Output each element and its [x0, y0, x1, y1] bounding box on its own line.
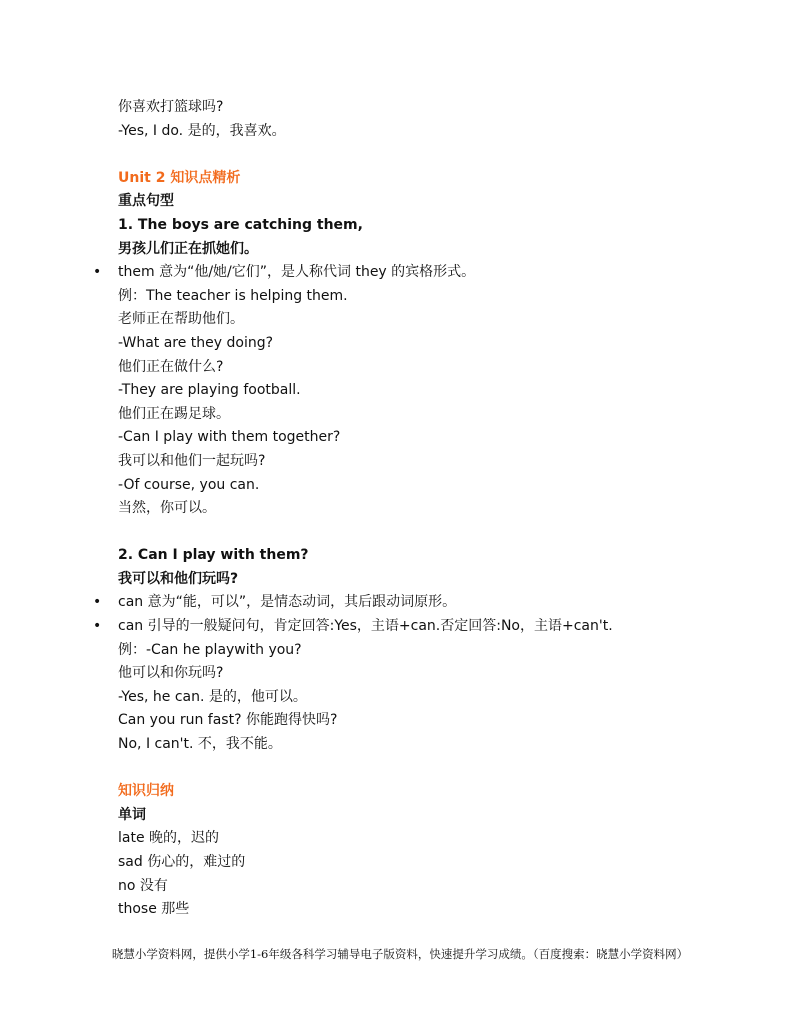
- sentence1-zh: 男孩儿们正在抓她们。: [118, 240, 258, 257]
- intro-answer: -Yes, I do. 是的，我喜欢。: [118, 122, 286, 139]
- example1-line: -Of course, you can.: [118, 476, 260, 493]
- example1-line: 例：The teacher is helping them.: [118, 287, 348, 304]
- example2-line: 他可以和你玩吗?: [118, 665, 224, 682]
- spacer: [118, 757, 758, 781]
- example1-line: 他们正在踢足球。: [118, 405, 230, 422]
- word-item: no 没有: [118, 877, 168, 894]
- page-footer: 晓慧小学资料网，提供小学1-6年级各科学习辅导电子版资料，快速提升学习成绩。（百度搜索：晓慧小学资料网）: [111, 947, 689, 961]
- summary-title: 知识归纳: [118, 783, 174, 800]
- bullet-them-text: them 意为“他/她/它们”，是人称代词 they 的宾格形式。: [118, 264, 476, 281]
- bullet-can-meaning-text: can 意为“能，可以”，是情态动词，其后跟动词原形。: [118, 594, 457, 611]
- bullet-can-meaning: [93, 591, 758, 615]
- word-item: sad 伤心的，难过的: [118, 854, 246, 870]
- document-body: [93, 96, 758, 922]
- sentence1-en: 1. The boys are catching them,: [118, 216, 363, 233]
- sentence2-zh: 我可以和他们玩吗?: [118, 570, 239, 587]
- bullet-dot-icon: •: [93, 594, 102, 611]
- example1-line: -They are playing football.: [118, 382, 301, 399]
- word-item: late 晚的，迟的: [118, 830, 220, 847]
- bullet-can-question: [93, 615, 758, 639]
- intro-question: 你喜欢打篮球吗?: [118, 99, 224, 115]
- example2-line: -Yes, he can. 是的，他可以。: [118, 688, 307, 705]
- sentence2-en: 2. Can I play with them?: [118, 547, 309, 564]
- example2-line: Can you run fast? 你能跑得快吗?: [118, 712, 338, 729]
- example2-line: No, I can't. 不，我不能。: [118, 736, 282, 753]
- example1-line: 他们正在做什么?: [118, 358, 224, 375]
- bullet-can-question-text: can 引导的一般疑问句，肯定回答:Yes，主语+can.否定回答:No，主语+can't.: [118, 618, 613, 635]
- spacer: [118, 143, 758, 167]
- unit2-title: Unit 2 知识点精析: [118, 169, 241, 186]
- example2-line: 例：-Can he playwith you?: [118, 641, 302, 658]
- bullet-dot-icon: •: [93, 264, 102, 281]
- spacer: [118, 521, 758, 545]
- bullet-dot-icon: •: [93, 618, 102, 635]
- example1-line: -Can I play with them together?: [118, 429, 341, 446]
- unit2-subtitle: 重点句型: [118, 193, 174, 210]
- example1-line: 老师正在帮助他们。: [118, 311, 244, 328]
- word-item: those 那些: [118, 901, 190, 918]
- example1-line: 当然，你可以。: [118, 500, 216, 517]
- summary-subtitle: 单词: [118, 806, 146, 823]
- example1-line: -What are they doing?: [118, 334, 274, 351]
- example1-line: 我可以和他们一起玩吗?: [118, 452, 266, 469]
- bullet-them: [93, 261, 758, 285]
